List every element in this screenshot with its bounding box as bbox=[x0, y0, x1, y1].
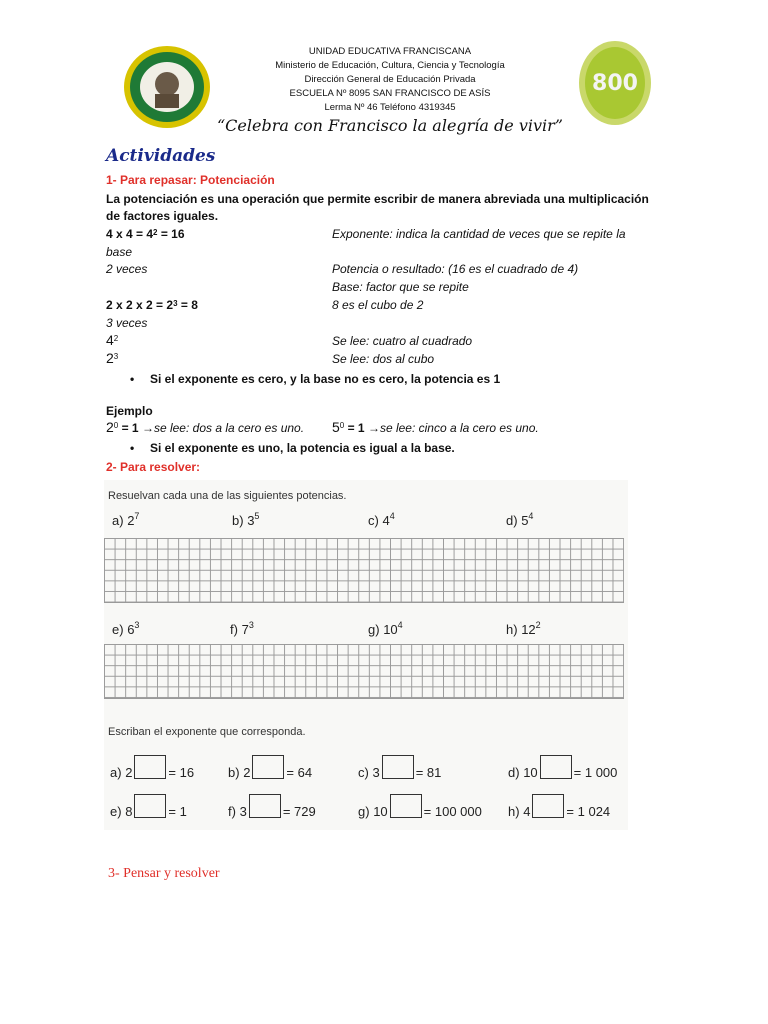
answer-box[interactable] bbox=[390, 794, 422, 818]
dos-veces: 2 veces bbox=[106, 262, 148, 276]
instruction-1: Resuelvan cada una de las siguientes potencias. bbox=[108, 490, 347, 502]
exponente-line1: Exponente: indica la cantidad de veces que se repite la bbox=[332, 227, 626, 241]
ministry: Ministerio de Educación, Cultura, Ciencia y Tecnología bbox=[275, 60, 505, 71]
exponent-d: d) 10 = 1 000 bbox=[508, 765, 617, 789]
exercise-e: e) $6^3$ bbox=[112, 620, 140, 637]
escuela: ESCUELA Nº 8095 SAN FRANCISCO DE ASÍS bbox=[289, 88, 491, 99]
exponente-line2: base bbox=[106, 245, 133, 259]
example-zero-1: $2^0 = 1 \to se$ lee: dos a la cero es uno. bbox=[106, 419, 305, 435]
exponent-g: g) 10 = 100 000 bbox=[358, 804, 482, 828]
exponent-b: b) 2 = 64 bbox=[228, 765, 312, 789]
tres-veces: 3 veces bbox=[106, 316, 148, 330]
address: Lerma Nº 46 Teléfono 4319345 bbox=[324, 102, 456, 113]
answer-box[interactable] bbox=[532, 794, 564, 818]
exponent-h: h) 4 = 1 024 bbox=[508, 804, 610, 828]
instruction-2: Escriban el exponente que corresponda. bbox=[108, 726, 306, 738]
section3-heading: 3- Pensar y resolver bbox=[108, 866, 220, 881]
motto: “Celebra con Francisco la alegría de vivir” bbox=[217, 116, 563, 135]
exercise-d: d) $5^4$ bbox=[506, 511, 534, 528]
potencia-def: Potencia o resultado: (16 es el cuadrado de 4) bbox=[332, 262, 579, 276]
exercise-c: c) $4^4$ bbox=[368, 511, 395, 528]
example-zero-2: $5^0 = 1 \to se$ lee: cinco a la cero es uno. bbox=[332, 419, 539, 435]
bullet-exponent-zero: • Si el exponente es cero, y la base no es cero, la potencia es 1 bbox=[150, 372, 500, 387]
base-def: Base: factor que se repite bbox=[332, 280, 469, 294]
example1-left: 4 x $4 = 4^2 = 16$ bbox=[106, 227, 185, 241]
section1-intro: La potenciación es una operación que permite escribir de manera abreviada una multiplicación de factores iguales. bbox=[106, 192, 649, 223]
worksheet-image bbox=[104, 480, 628, 830]
answer-box[interactable] bbox=[134, 755, 166, 779]
ejemplo-label: Ejemplo bbox=[106, 404, 153, 418]
exponent-e: e) 8 = 1 bbox=[110, 804, 187, 828]
exponent-c: c) 3 = 81 bbox=[358, 765, 441, 789]
section2-heading: 2- Para resolver: bbox=[106, 460, 201, 474]
bullet-exponent-one: • Si el exponente es uno, la potencia es igual a la base. bbox=[150, 441, 455, 456]
exercise-f: f) $7^3$ bbox=[230, 620, 254, 637]
exercise-a: a) $2^7$ bbox=[112, 511, 140, 528]
two-cubed: $2^3$ bbox=[106, 350, 119, 366]
direction: Dirección General de Educación Privada bbox=[304, 74, 476, 85]
anniversary-logo-right bbox=[578, 40, 652, 126]
dos-cubo: Se lee: dos al cubo bbox=[332, 352, 435, 366]
answer-box[interactable] bbox=[382, 755, 414, 779]
logo-800-text: 800 bbox=[592, 71, 638, 96]
section1-heading: 1- Para repasar: Potenciación bbox=[106, 173, 275, 187]
answer-box[interactable] bbox=[540, 755, 572, 779]
exponent-f: f) 3 = 729 bbox=[228, 804, 316, 828]
cubo-def: 8 es el cubo de 2 bbox=[332, 298, 424, 312]
page-title: Actividades bbox=[106, 146, 216, 166]
answer-grid-1 bbox=[104, 538, 624, 603]
exponent-a: a) 2 = 16 bbox=[110, 765, 194, 789]
answer-box[interactable] bbox=[134, 794, 166, 818]
example2-left: 2 x 2 x $2 = 2^3 = 8$ bbox=[106, 298, 198, 312]
school-logo-left bbox=[122, 44, 212, 130]
answer-grid-2 bbox=[104, 644, 624, 699]
school-name: UNIDAD EDUCATIVA FRANCISCANA bbox=[308, 46, 472, 57]
exercise-g: g) $10^4$ bbox=[368, 620, 403, 637]
exercise-b: b) $3^5$ bbox=[232, 511, 260, 528]
answer-box[interactable] bbox=[249, 794, 281, 818]
four-squared: $4^2$ bbox=[106, 332, 119, 348]
cuatro-cuadrado: Se lee: cuatro al cuadrado bbox=[332, 334, 473, 348]
answer-box[interactable] bbox=[252, 755, 284, 779]
exercise-h: h) $12^2$ bbox=[506, 620, 541, 637]
